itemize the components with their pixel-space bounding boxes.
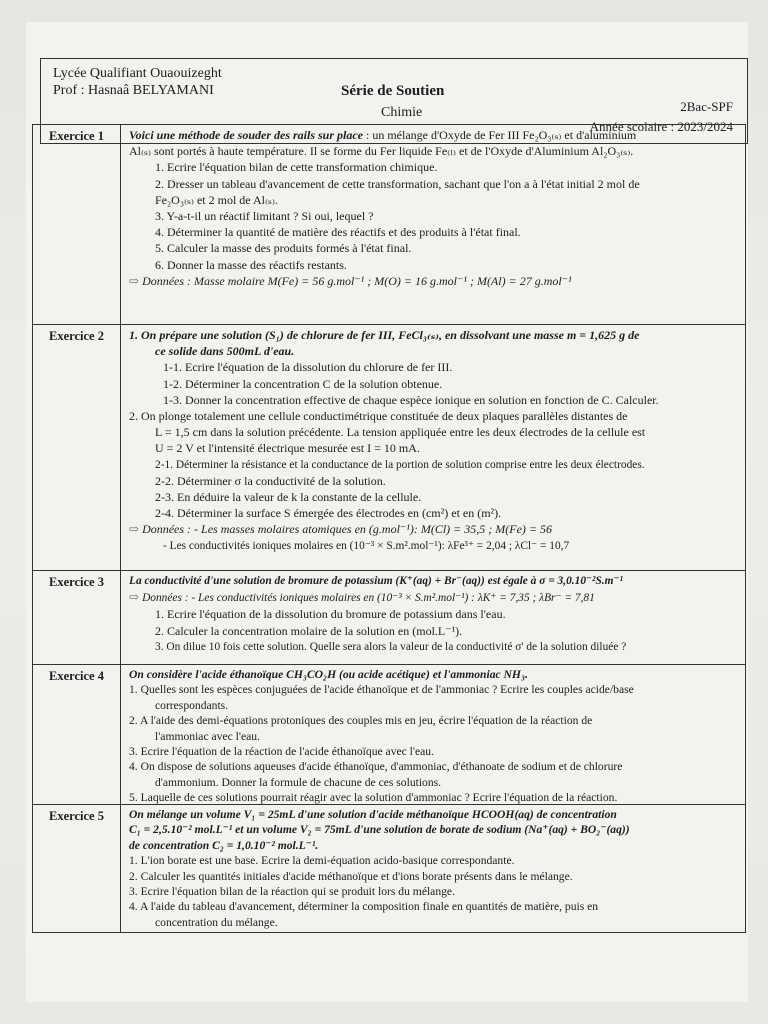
intro-line	[129, 127, 739, 143]
arrow-icon: ⇨	[129, 522, 143, 537]
intro-rest: : un mélange d'Oxyde de Fer III Fe₂O₃₍ₛ₎ et d'aluminium	[363, 128, 637, 142]
intro-line: C₁ = 2,5.10⁻² mol.L⁻¹ et un volume V₂ = 75mL d'une solution de borate de sodium (Na⁺(aq) + BO₂⁻(aq))	[129, 823, 630, 837]
exercise-row-4	[33, 664, 745, 805]
level: 2Bac-SPF	[680, 99, 733, 114]
intro-line: La conductivité d'une solution de bromure de potassium (K⁺(aq) + Br⁻(aq)) est égale à σ = 3,0.10⁻²S.m⁻¹	[129, 575, 623, 587]
question: 3. Y-a-t-il un réactif limitant ? Si oui, lequel ?	[155, 209, 374, 224]
sub-question: 2-2. Déterminer σ la conductivité de la solution.	[155, 473, 386, 488]
sub-question: 1-1. Ecrire l'équation de la dissolution du chlorure de fer III.	[163, 360, 453, 375]
question: 5. Calculer la masse des produits formés à l'état final.	[155, 241, 412, 256]
subject: Chimie	[381, 105, 423, 120]
question-continued: ce solide dans 500mL d'eau.	[155, 344, 295, 359]
question: 6. Donner la masse des réactifs restants.	[155, 257, 347, 272]
sub-question: 1-3. Donner la concentration effective de chaque espèce ionique en solution en fonction de C. Calculer.	[163, 392, 659, 407]
sub-question: 2-4. Déterminer la surface S émergée des électrodes en (cm²) et en (m²).	[155, 506, 502, 521]
question-continued: l'ammoniac avec l'eau.	[155, 729, 260, 743]
exercise-label: Exercice 3	[33, 571, 121, 665]
exercise-content	[129, 573, 739, 655]
intro-line: de concentration C₂ = 1,0.10⁻² mol.L⁻¹.	[129, 838, 319, 852]
question: 1. On prépare une solution (S₁) de chlorure de fer III, FeCl₃₍ₛ₎, en dissolvant une masse m = 1,625 g de	[129, 328, 640, 342]
exercise-table	[32, 124, 746, 933]
question-continued: concentration du mélange.	[155, 915, 278, 929]
school-name: Lycée Qualifiant Ouaouizeght	[53, 66, 222, 81]
data-line	[129, 273, 739, 289]
exercise-label: Exercice 4	[33, 665, 121, 805]
question: 3. Ecrire l'équation bilan de la réaction qui se produit lors du mélange.	[129, 885, 455, 899]
question: 2. Dresser un tableau d'avancement de cette transformation, sachant que l'on a à l'état initial 2 mol de	[155, 176, 640, 191]
question-continued: L = 1,5 cm dans la solution précédente. La tension appliquée entre les deux électrodes de la cellule est	[155, 425, 646, 440]
exercise-row-3	[33, 570, 745, 665]
question-continued: U = 2 V et l'intensité électrique mesurée est I = 10 mA.	[155, 441, 420, 456]
page-title: Série de Soutien	[341, 83, 445, 99]
question: 4. A l'aide du tableau d'avancement, déterminer la composition finale en quantités de matière, puis en	[129, 900, 599, 914]
data-text: Données : Masse molaire M(Fe) = 56 g.mol⁻¹ ; M(O) = 16 g.mol⁻¹ ; M(Al) = 27 g.mol⁻¹	[142, 273, 572, 288]
exercise-content	[129, 807, 739, 930]
question-continued: Fe₂O₃₍ₛ₎ et 2 mol de Al₍ₛ₎.	[155, 192, 278, 207]
exercise-label: Exercice 1	[33, 125, 121, 325]
exercise-label: Exercice 5	[33, 805, 121, 933]
header-left	[53, 65, 222, 99]
question: 2. Calculer la concentration molaire de la solution en (mol.L⁻¹).	[155, 623, 463, 638]
arrow-icon: ⇨	[129, 273, 143, 288]
question: 3. Ecrire l'équation de la réaction de l'acide éthanoïque avec l'eau.	[129, 745, 434, 759]
exercise-label: Exercice 2	[33, 325, 121, 571]
data-line-2: - Les conductivités ioniques molaires en (10⁻³ × S.m².mol⁻¹): λFe³⁺ = 2,04 ; λCl⁻ = 10,7	[163, 539, 570, 552]
exercise-content	[129, 667, 739, 806]
data-line	[129, 589, 739, 606]
intro-line: On mélange un volume V₁ = 25mL d'une solution d'acide méthanoïque HCOOH(aq) de concentration	[129, 808, 617, 821]
intro-lead: Voici une méthode de souder des rails sur place	[129, 128, 364, 142]
question: 5. Laquelle de ces solutions pourrait réagir avec la solution d'ammoniac ? Ecrire l'équation de la réaction.	[129, 791, 618, 805]
exercise-row-1	[33, 124, 745, 325]
question: 1. Quelles sont les espèces conjuguées de l'acide éthanoïque et de l'ammoniac ? Ecrire les couples acide/base	[129, 683, 634, 697]
exercise-row-2	[33, 324, 745, 571]
sub-question: 2-3. En déduire la valeur de k la constante de la cellule.	[155, 490, 422, 505]
exercise-content	[129, 127, 739, 289]
sub-question: 1-2. Déterminer la concentration C de la solution obtenue.	[163, 376, 443, 391]
school-year: Année scolaire : 2023/2024	[589, 119, 733, 134]
intro-line-2: Al₍ₛ₎ sont portés à haute température. Il se forme du Fer liquide Fe₍ₗ₎ et de l'Oxyde d'Aluminium Al₂O₃₍ₛ₎.	[129, 144, 634, 159]
question-continued: d'ammonium. Donner la formule de chacune de ces solutions.	[155, 775, 442, 789]
data-text: Données : - Les conductivités ioniques molaires en (10⁻³ × S.m².mol⁻¹) : λK⁺ = 7,35 ; λBr⁻ = 7,81	[142, 592, 595, 605]
question: 3. On dilue 10 fois cette solution. Quelle sera alors la valeur de la conductivité σ' de la solution diluée ?	[155, 640, 627, 653]
sub-question: 2-1. Déterminer la résistance et la conductance de la portion de solution comprise entre les deux électrodes.	[155, 458, 645, 471]
data-text: Données : - Les masses molaires atomiques en (g.mol⁻¹): M(Cl) = 35,5 ; M(Fe) = 56	[142, 522, 553, 537]
intro-line: On considère l'acide éthanoïque CH₃CO₂H (ou acide acétique) et l'ammoniac NH₃.	[129, 668, 528, 681]
question: 2. Calculer les quantités initiales d'acide méthanoïque et d'ions borate présents dans le mélange.	[129, 869, 573, 883]
exercise-content	[129, 327, 739, 554]
question: 1. Ecrire l'équation de la dissolution du bromure de potassium dans l'eau.	[155, 607, 506, 622]
question: 4. Déterminer la quantité de matière des réactifs et des produits à l'état final.	[155, 225, 521, 240]
data-line	[129, 521, 739, 537]
question: 4. On dispose de solutions aqueuses d'acide éthanoïque, d'ammoniac, d'éthanoate de sodium et de chlorure	[129, 760, 623, 774]
teacher-name: Prof : Hasnaâ BELYAMANI	[53, 83, 214, 98]
question: 1. Ecrire l'équation bilan de cette transformation chimique.	[155, 160, 438, 175]
question: 1. L'ion borate est une base. Ecrire la demi-équation acido-basique correspondante.	[129, 854, 515, 868]
exercise-row-5	[33, 804, 745, 933]
arrow-icon: ⇨	[129, 590, 143, 605]
question-continued: correspondants.	[155, 698, 229, 712]
question: 2. A l'aide des demi-équations protoniques des couples mis en jeu, écrire l'équation de la réaction de	[129, 714, 593, 728]
question: 2. On plonge totalement une cellule conductimétrique constituée de deux plaques parallèles distantes de	[129, 409, 628, 424]
